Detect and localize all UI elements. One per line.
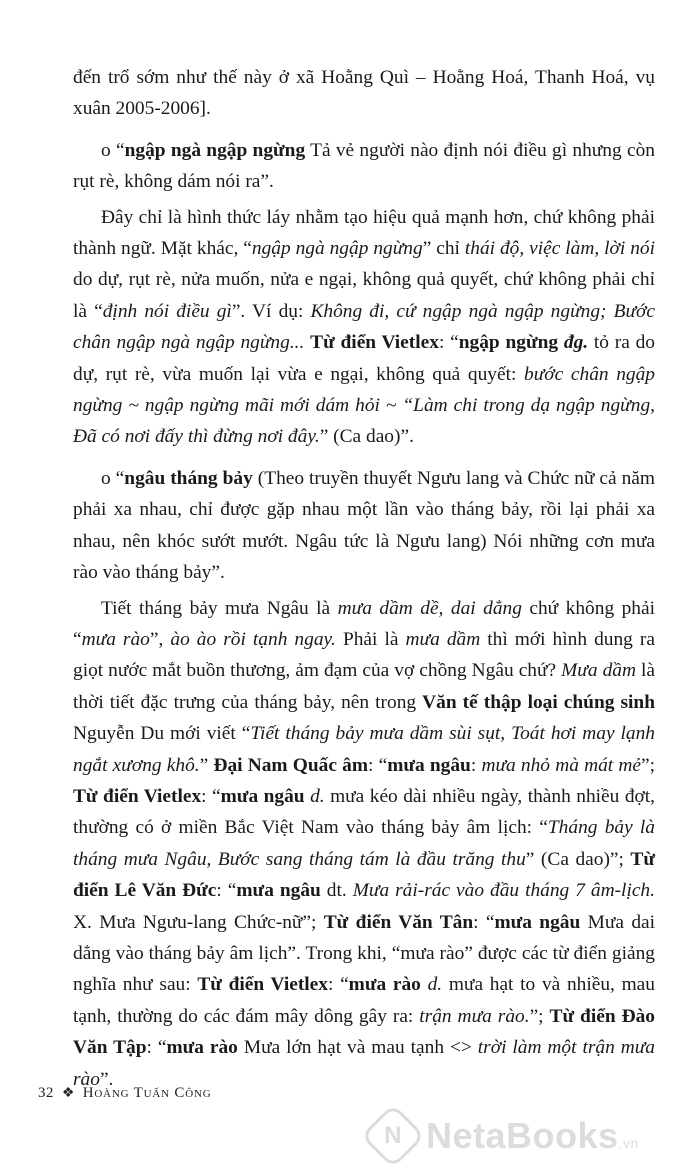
- headword: mưa rào: [348, 974, 421, 996]
- paragraph-commentary-1: [73, 202, 655, 453]
- publisher-watermark: [370, 1108, 690, 1164]
- text-run: ”. Ví dụ:: [231, 300, 311, 322]
- text-run: : “: [146, 1037, 167, 1059]
- text-run: mưa kéo dài nhiều ngày, thành nhiều đợt, thường có ở miền Bắc Việt Nam vào tháng bảy âm lịch: “: [73, 785, 656, 839]
- text-run: o “: [101, 467, 125, 489]
- text-run: : “: [473, 911, 495, 933]
- headword: mưa rào: [166, 1037, 238, 1059]
- text-run: bước chân ngập ngừng ~ ngập ngừng mãi mới dám hỏi ~ “Làm chi trong dạ ngập ngừng, Đã có nơi đấy thì đừng nơi đây.: [73, 363, 655, 448]
- part-of-speech: đg.: [563, 332, 589, 354]
- text-run: Tiết tháng bảy mưa Ngâu là: [101, 597, 338, 619]
- author-name: Hoàng Tuấn Công: [82, 1085, 212, 1101]
- dictionary-name: Từ điển Vietlex: [73, 785, 202, 807]
- text-run: ”: [199, 754, 214, 776]
- watermark-brand: NetaBooks: [426, 1115, 619, 1156]
- diamond-ornament-icon: ❖: [61, 1086, 75, 1101]
- text-run: o “: [101, 139, 125, 161]
- text-run: dt.: [320, 880, 353, 902]
- text-run: ”;: [529, 1005, 550, 1027]
- netabooks-logo-icon: [360, 1103, 425, 1168]
- headword: mưa ngâu: [236, 880, 321, 902]
- dictionary-name: Từ điển Vietlex: [197, 974, 328, 996]
- headword: ngập ngừng: [458, 332, 559, 354]
- text-run: Mưa dầm: [561, 660, 636, 682]
- text-run: mưa hạt to và nhiều, mau tạnh, thường do các đám mây dông gây ra:: [73, 974, 655, 1027]
- text-run: Đây chỉ là hình thức láy nhằm tạo hiệu quả mạnh hơn, chứ không phải thành ngữ. Mặt khác, “: [73, 206, 655, 260]
- text-run: : “: [201, 785, 221, 807]
- text-run: trận mưa rào.: [419, 1005, 530, 1027]
- text-run: Mưa dai dẳng vào tháng bảy âm lịch”. Trong khi, “mưa rào” được các từ điển giảng nghĩa như sau:: [73, 911, 656, 996]
- dictionary-name: Từ điển Văn Tân: [323, 911, 474, 933]
- text-run: : “: [368, 754, 388, 776]
- text-run: là thời tiết đặc trưng của tháng bảy, nên trong: [73, 660, 655, 713]
- dictionary-name: Từ điển Vietlex: [310, 332, 439, 354]
- text-run: ngập ngà ngập ngừng: [251, 238, 423, 260]
- paragraph-continuation: [73, 62, 655, 125]
- text-run: mưa nhỏ mà mát mẻ: [481, 754, 641, 776]
- text-run: :: [470, 754, 482, 776]
- part-of-speech: d.: [310, 785, 325, 807]
- headword: mưa ngâu: [220, 785, 305, 807]
- text-run: chứ không phải “: [73, 597, 655, 650]
- text-run: Nguyễn Du mới viết “: [73, 723, 251, 745]
- entry-ngap-nga-ngap-ngung: [73, 135, 655, 198]
- watermark-text: [426, 1115, 639, 1157]
- entry-ngau-thang-bay: [73, 463, 655, 589]
- text-run: đến trổ sớm như thế này ở xã Hoằng Quì – Hoằng Hoá, Thanh Hoá, vụ xuân 2005-2006].: [73, 67, 655, 120]
- entry-term: ngâu tháng bảy: [124, 467, 253, 489]
- text-run: Mưa lớn hạt và mau tạnh <>: [237, 1037, 478, 1059]
- text-run: mưa dầm dề, dai dẳng: [337, 597, 522, 619]
- text-run: Mưa rải-rác vào đầu tháng 7 âm-lịch.: [352, 880, 655, 902]
- paragraph-commentary-2: [73, 593, 655, 1096]
- text-run: ” chỉ: [422, 238, 465, 260]
- text-run: định nói điều gì: [102, 300, 232, 322]
- text-run: tỏ ra do dự, rụt rè, vừa muốn lại vừa e ngại, không quả quyết:: [73, 332, 656, 385]
- text-run: ”;: [640, 754, 655, 776]
- text-run: : “: [438, 332, 459, 354]
- page-number: 32: [38, 1085, 54, 1101]
- text-run: ”,: [149, 628, 171, 650]
- entry-definition: (Theo truyền thuyết Ngưu lang và Chức nữ cả năm phải xa nhau, chỉ được gặp nhau một lần vào tháng bảy, rồi lại phải xa nhau, nên khóc sướt mướt. Ngâu tức là Ngưu lang) Nói những cơn mưa rào vào tháng bảy”.: [73, 467, 655, 584]
- text-run: mưa dầm: [405, 628, 481, 650]
- logo-letter: N: [384, 1122, 402, 1149]
- text-run: thì mới hình dung ra giọt nước mắt buồn thương, ảm đạm của vợ chồng Ngâu chứ?: [73, 628, 655, 682]
- text-run: [421, 974, 428, 995]
- text-run: ” (Ca dao)”;: [525, 848, 631, 870]
- text-run: : “: [327, 974, 349, 996]
- text-run: Tiết tháng bảy mưa dầm sùi sụt, Toát hơi may lạnh ngắt xương khô.: [73, 723, 655, 776]
- text-run: ”.: [99, 1068, 114, 1090]
- headword: mưa ngâu: [494, 911, 581, 933]
- watermark-suffix: .vn: [618, 1135, 639, 1151]
- dictionary-name: Từ điển Đào Văn Tập: [73, 1005, 655, 1059]
- dictionary-name: Từ điển Lê Văn Đức: [73, 848, 655, 902]
- text-run: ào ào rồi tạnh ngay.: [170, 628, 336, 650]
- text-run: Tháng bảy là tháng mưa Ngâu, Bước sang tháng tám là đầu trăng thu: [73, 817, 655, 870]
- headword: mưa ngâu: [387, 754, 471, 776]
- page-body: [73, 62, 655, 1095]
- text-run: X. Mưa Ngưu-lang Chức-nữ”;: [73, 911, 324, 933]
- work-title: Văn tế thập loại chúng sinh: [422, 691, 655, 713]
- part-of-speech: d.: [427, 974, 443, 996]
- text-run: : “: [216, 880, 237, 902]
- text-run: do dự, rụt rè, nửa muốn, nửa e ngại, không quả quyết, chứ không phải chỉ là “: [73, 269, 655, 322]
- text-run: ” (Ca dao)”.: [319, 426, 414, 448]
- entry-term: ngập ngà ngập ngừng: [124, 139, 306, 161]
- text-run: thái độ, việc làm, lời nói: [464, 238, 655, 260]
- text-run: Không đi, cứ ngập ngà ngập ngừng; Bước chân ngập ngà ngập ngừng...: [73, 300, 655, 354]
- text-run: mưa rào: [81, 628, 150, 650]
- text-run: trời làm một trận mưa rào: [73, 1037, 655, 1090]
- dictionary-name: Đại Nam Quấc âm: [213, 754, 368, 776]
- page-footer: [38, 1085, 211, 1102]
- text-run: Phải là: [335, 628, 406, 650]
- entry-definition: Tả vẻ người nào định nói điều gì nhưng còn rụt rè, không dám nói ra”.: [73, 139, 655, 193]
